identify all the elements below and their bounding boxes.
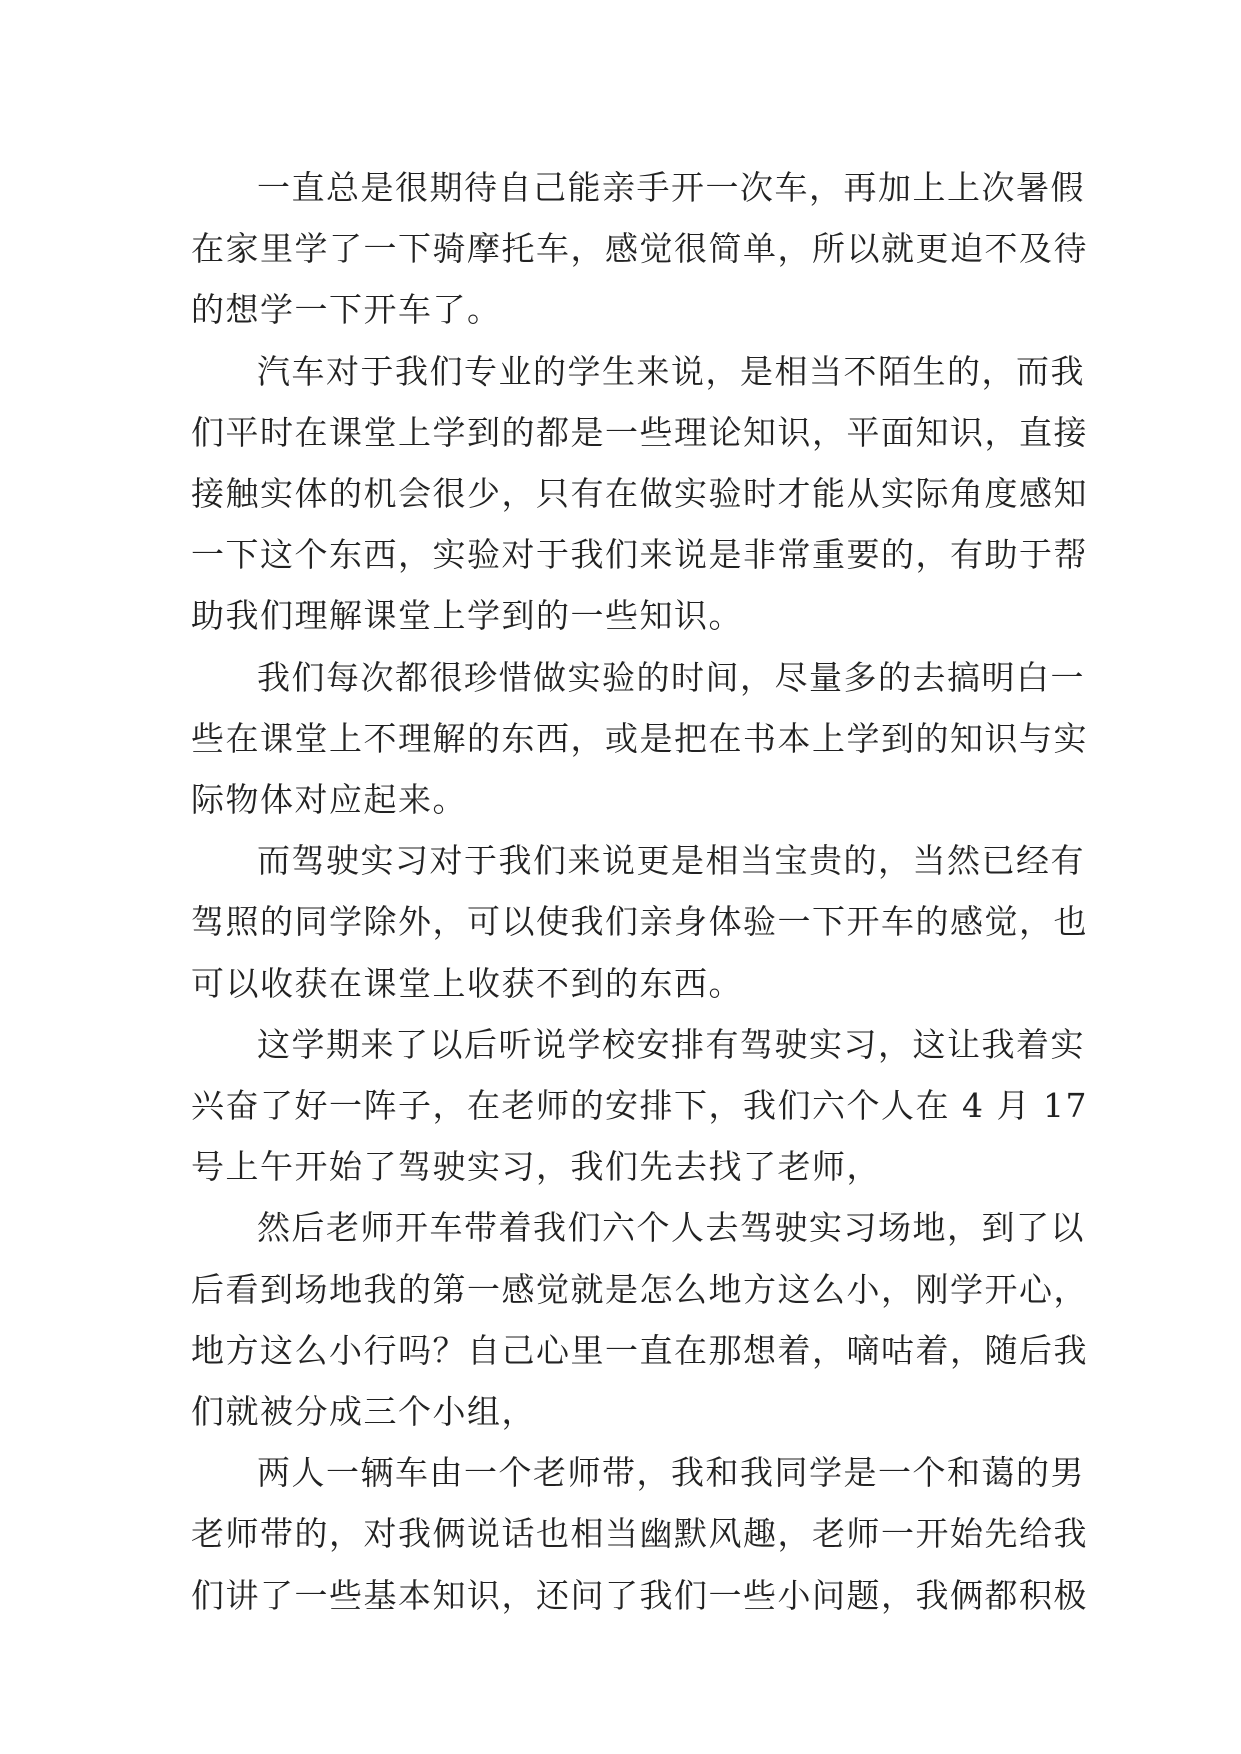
text-line: 些在课堂上不理解的东西，或是把在书本上学到的知识与实 xyxy=(191,718,1088,758)
text-line: 然后老师开车带着我们六个人去驾驶实习场地，到了以 xyxy=(257,1208,1085,1248)
text-line: 际物体对应起来。 xyxy=(191,780,467,820)
text-line: 汽车对于我们专业的学生来说，是相当不陌生的，而我 xyxy=(257,351,1085,391)
text-line: 助我们理解课堂上学到的一些知识。 xyxy=(191,596,743,636)
text-line: 们平时在课堂上学到的都是一些理论知识，平面知识，直接 xyxy=(191,412,1088,452)
paragraph xyxy=(191,341,1088,647)
text-line: 地方这么小行吗？自己心里一直在那想着，嘀咕着，随后我 xyxy=(191,1330,1088,1370)
text-line: 两人一辆车由一个老师带，我和我同学是一个和蔼的男 xyxy=(257,1453,1085,1493)
document-body xyxy=(191,157,1088,1626)
text-line: 这学期来了以后听说学校安排有驾驶实习，这让我着实 xyxy=(257,1024,1085,1064)
paragraph xyxy=(191,647,1088,831)
paragraph xyxy=(191,830,1088,1014)
paragraph xyxy=(191,157,1088,341)
paragraph xyxy=(191,1197,1088,1442)
text-line: 兴奋了好一阵子，在老师的安排下，我们六个人在 4 月 17 xyxy=(191,1086,1088,1126)
text-line: 一下这个东西，实验对于我们来说是非常重要的，有助于帮 xyxy=(191,535,1088,575)
text-line: 一直总是很期待自己能亲手开一次车，再加上上次暑假 xyxy=(257,168,1085,207)
text-line: 们就被分成三个小组， xyxy=(191,1392,536,1432)
text-line: 驾照的同学除外，可以使我们亲身体验一下开车的感觉，也 xyxy=(191,902,1088,942)
text-line: 老师带的，对我俩说话也相当幽默风趣，老师一开始先给我 xyxy=(191,1514,1088,1554)
text-line: 我们每次都很珍惜做实验的时间，尽量多的去搞明白一 xyxy=(257,657,1085,697)
text-line: 而驾驶实习对于我们来说更是相当宝贵的，当然已经有 xyxy=(257,841,1085,881)
text-line: 们讲了一些基本知识，还问了我们一些小问题，我俩都积极 xyxy=(191,1575,1088,1615)
text-line: 号上午开始了驾驶实习，我们先去找了老师， xyxy=(191,1147,881,1187)
paragraph xyxy=(191,1014,1088,1198)
text-line: 的想学一下开车了。 xyxy=(191,290,502,330)
paragraph xyxy=(191,1442,1088,1626)
text-line: 可以收获在课堂上收获不到的东西。 xyxy=(191,963,743,1003)
text-line: 后看到场地我的第一感觉就是怎么地方这么小，刚学开心， xyxy=(191,1269,1088,1309)
text-line: 在家里学了一下骑摩托车，感觉很简单，所以就更迫不及待 xyxy=(191,229,1088,269)
text-line: 接触实体的机会很少，只有在做实验时才能从实际角度感知 xyxy=(191,474,1088,514)
